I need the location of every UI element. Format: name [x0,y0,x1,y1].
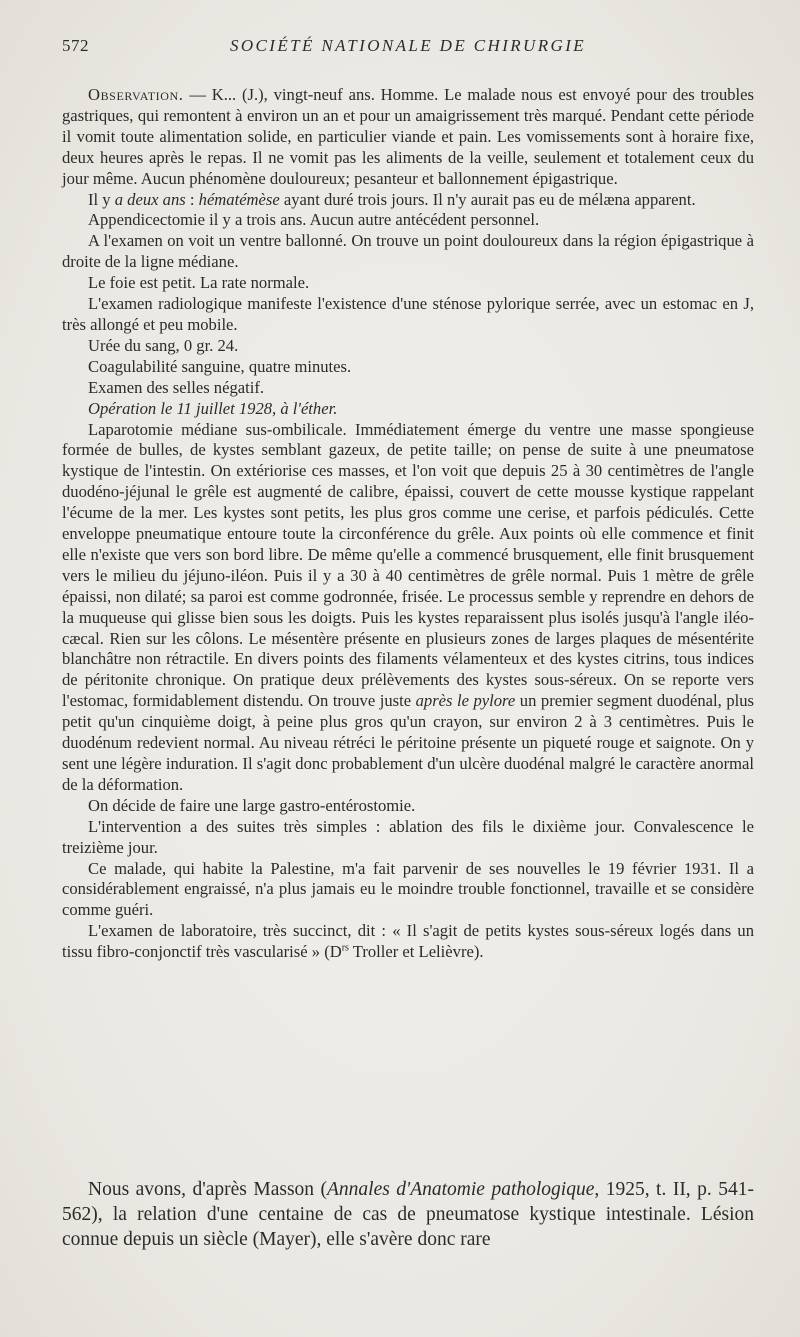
radiology-paragraph: L'examen radiologique manifeste l'existence d'une sténose pylorique serrée, avec un estomac en J, très allongé et peu mobile. [62,294,754,334]
text-run: ayant duré trois jours. Il n'y aurait pas eu de mélæna apparent. [279,189,696,209]
operation-date-paragraph: Opération le 11 juillet 1928, à l'éther. [88,398,338,418]
text-run: L'examen de laboratoire, très succinct, dit : « Il s'agit de petits kystes sous-séreux logés dans un tissu fibro-conjonctif très vascularisé » (D [62,921,754,962]
main-text [62,1178,754,1252]
observation-text: — K... (J.), vingt-neuf ans. Homme. Le malade nous est envoyé pour des troubles gastriques, qui remontent à environ un an et pour un amaigrissement très marqué. Pendant cette période il vomit toute alimentation solide, en particulier viande et pain. Les vomissements sont à horaire fixe, deux heures après le repas. Il ne vomit pas les aliments de la veille, seulement et totalement ceux du jour même. Aucun phénomène douloureux; pesanteur et ballonnement épigastrique. [62,85,754,188]
urea-paragraph: Urée du sang, 0 gr. 24. [88,335,239,355]
page-number: 572 [62,36,89,55]
italic-text: après le pylore [415,691,516,711]
text-run: Troller et Lelièvre). [348,942,484,962]
followup-paragraph: L'intervention a des suites très simples : ablation des fils le dixième jour. Convalescence le treizième jour. [62,816,754,857]
stool-paragraph: Examen des selles négatif. [88,377,265,397]
text-run: un premier segment duodénal, plus petit qu'un cinquième doigt, à peine plus gros qu'un crayon, sur environ 2 à 3 centimètres. Puis le duodénum redevient normal. Au niveau rétréci le péritoine présente un piqueté rouge et saignote. On y sent une légère induration. Il s'agit donc probablement d'un ulcère duodénal malgré le caractère anormal de la déformation. [62,691,754,794]
text-run: Laparotomie médiane sus-ombilicale. Immédiatement émerge du ventre une masse spongieuse formée de bulles, de kystes semblant gazeux, de petite taille; on pense de suite à une pneumatose kystique de l'intestin. On extériorise ces masses, et l'on voit que depuis 25 à 30 centimètres de l'angle duodéno-jéjunal le grêle est augmenté de calibre, épaissi, couvert de cette mousse kystique rappelant l'écume de la mer. Les kystes sont petits, les plus gros comme une cerise, et parfois pédiculés. Cette enveloppe pneumatique entoure toute la circonférence du grêle. Aux points où elle commence et finit elle n'existe que vers son bord libre. De même qu'elle a commencé brusquement, elle finit brusquement vers le milieu du jéjuno-iléon. Puis il y a 30 à 40 centimètres de grêle normal. Puis 1 mètre de grêle épaissi, non dilaté; sa paroi est comme godronnée, frisée. Le processus semble y reprendre en dehors de la muqueuse qui glisse bien sous les doigts. Puis les kystes reparaissent plus isolés jusqu'à l'angle iléo-cæcal. Rien sur les côlons. Le mésentère présente en plusieurs zones de larges plaques de mésentérite blanchâtre non rétractile. En divers points des filaments vélamenteux et des kystes citrins, tous indices de péritonite chronique. On pratique deux prélèvements des kystes sous-séreux. On se reporte vers l'estomac, formidablement distendu. On trouve juste [62,419,754,711]
observation-section [62,85,754,963]
journal-title: Annales d'Anatomie pathologique [327,1179,595,1200]
observation-paragraph [62,85,754,190]
page-header [62,36,754,60]
italic-text: a deux ans [114,189,186,209]
superscript: rs [341,942,349,954]
news-paragraph: Ce malade, qui habite la Palestine, m'a fait parvenir de ses nouvelles le 19 février 1931. Il a considérablement engraissé, n'a plus jamais eu le moindre trouble fonctionnel, travaille et se considère comme guéri. [62,858,754,920]
liver-paragraph: Le foie est petit. La rate normale. [88,273,310,293]
history-paragraph: Appendicectomie il y a trois ans. Aucun autre antécédent personnel. [88,210,540,230]
discussion-paragraph [62,1178,754,1252]
italic-text: hématémèse [198,189,280,209]
coagulation-paragraph: Coagulabilité sanguine, quatre minutes. [88,356,352,376]
decision-paragraph: On décide de faire une large gastro-entérostomie. [88,795,416,815]
exam-paragraph: A l'examen on voit un ventre ballonné. On trouve un point douloureux dans la région épigastrique à droite de la ligne médiane. [62,231,754,272]
observation-label: Observation. [88,85,184,104]
running-head: SOCIÉTÉ NATIONALE DE CHIRURGIE [229,36,587,55]
text-run: Nous avons, d'après Masson ( [88,1179,328,1200]
text-run: , 1925, t. II, p. 541-562), la relation d'une centaine de cas de pneumatose kystique intestinale. Lésion connue depuis un siècle (Mayer), elle s'avère donc rare [62,1179,754,1250]
laboratory-paragraph [62,921,754,963]
hematemesis-paragraph [62,190,754,211]
text-run: Il y [88,189,115,209]
text-run: : [185,189,199,209]
operation-paragraph [62,420,754,796]
